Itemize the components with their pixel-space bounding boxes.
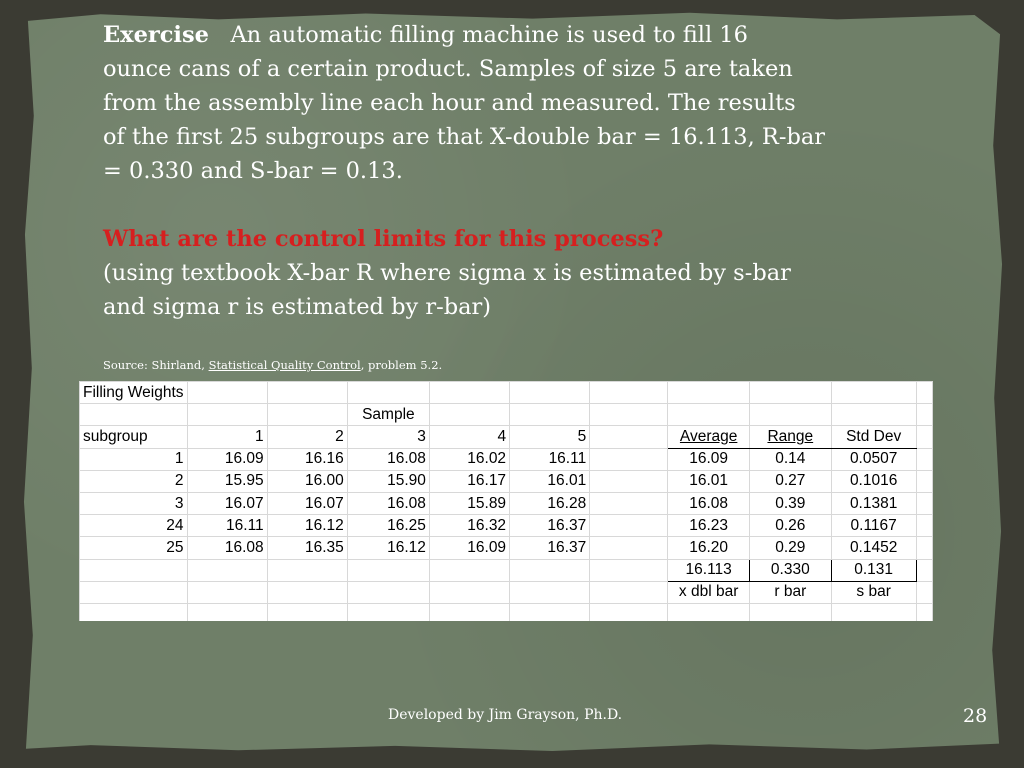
exercise-label: Exercise bbox=[103, 22, 209, 48]
sample-cell: 16.09 bbox=[429, 537, 509, 559]
sample-cell: 15.89 bbox=[429, 492, 509, 514]
sample-cell: 16.12 bbox=[347, 537, 429, 559]
sample-number: 3 bbox=[347, 426, 429, 448]
table-row bbox=[80, 515, 933, 537]
range-cell: 0.39 bbox=[750, 492, 832, 514]
exercise-line-5: = 0.330 and S-bar = 0.13. bbox=[103, 158, 403, 184]
sample-cell: 16.37 bbox=[510, 537, 590, 559]
source-book-title: Statistical Quality Control bbox=[208, 358, 361, 372]
sample-cell: 16.01 bbox=[510, 470, 590, 492]
question-title: What are the control limits for this process? bbox=[103, 226, 664, 252]
sample-cell: 16.32 bbox=[429, 515, 509, 537]
filling-weights-table bbox=[79, 381, 933, 621]
sample-cell: 16.25 bbox=[347, 515, 429, 537]
std-dev-cell: 0.1167 bbox=[831, 515, 916, 537]
average-header: Average bbox=[679, 427, 738, 445]
totals-label-row bbox=[80, 581, 933, 603]
average-cell: 16.09 bbox=[668, 448, 750, 470]
sample-label: Sample bbox=[347, 404, 429, 426]
sample-label-row bbox=[80, 404, 933, 426]
source-suffix: , problem 5.2. bbox=[360, 358, 443, 372]
subgroup-cell: 1 bbox=[80, 448, 188, 470]
table-row bbox=[80, 537, 933, 559]
sample-number: 5 bbox=[510, 426, 590, 448]
x-double-bar-label: x dbl bar bbox=[668, 581, 750, 603]
x-double-bar-value: 16.113 bbox=[668, 559, 750, 581]
footer-credit: Developed by Jim Grayson, Ph.D. bbox=[388, 707, 623, 723]
sample-number: 1 bbox=[187, 426, 267, 448]
page-number: 28 bbox=[963, 705, 988, 727]
std-dev-header: Std Dev bbox=[846, 427, 902, 445]
range-cell: 0.14 bbox=[750, 448, 832, 470]
sample-cell: 15.90 bbox=[347, 470, 429, 492]
subgroup-cell: 2 bbox=[80, 470, 188, 492]
subgroup-cell: 3 bbox=[80, 492, 188, 514]
sample-cell: 16.02 bbox=[429, 448, 509, 470]
table-title-row bbox=[80, 382, 933, 404]
range-header: Range bbox=[767, 427, 814, 445]
subgroup-cell: 25 bbox=[80, 537, 188, 559]
range-cell: 0.29 bbox=[750, 537, 832, 559]
source-citation bbox=[103, 358, 442, 372]
table-row bbox=[80, 470, 933, 492]
exercise-line-4: of the first 25 subgroups are that X-double bar = 16.113, R-bar bbox=[103, 124, 826, 150]
average-cell: 16.23 bbox=[668, 515, 750, 537]
std-dev-cell: 0.0507 bbox=[831, 448, 916, 470]
exercise-line-3: from the assembly line each hour and measured. The results bbox=[103, 90, 796, 116]
average-cell: 16.01 bbox=[668, 470, 750, 492]
sample-cell: 16.37 bbox=[510, 515, 590, 537]
question-line-2: and sigma r is estimated by r-bar) bbox=[103, 294, 492, 320]
sample-cell: 16.17 bbox=[429, 470, 509, 492]
source-prefix: Source: Shirland, bbox=[103, 358, 209, 372]
subgroup-cell: 24 bbox=[80, 515, 188, 537]
sample-cell: 16.11 bbox=[187, 515, 267, 537]
std-dev-cell: 0.1452 bbox=[831, 537, 916, 559]
totals-row bbox=[80, 559, 933, 581]
std-dev-cell: 0.1016 bbox=[831, 470, 916, 492]
sample-cell: 16.08 bbox=[347, 492, 429, 514]
exercise-text bbox=[103, 18, 863, 324]
question-line-1: (using textbook X-bar R where sigma x is estimated by s-bar bbox=[103, 260, 791, 286]
sample-cell: 16.11 bbox=[510, 448, 590, 470]
table-header-row bbox=[80, 426, 933, 448]
sample-cell: 16.08 bbox=[347, 448, 429, 470]
sample-number: 2 bbox=[267, 426, 347, 448]
sample-cell: 16.09 bbox=[187, 448, 267, 470]
sample-cell: 16.16 bbox=[267, 448, 347, 470]
r-bar-label: r bar bbox=[750, 581, 832, 603]
sample-cell: 16.07 bbox=[187, 492, 267, 514]
average-cell: 16.20 bbox=[668, 537, 750, 559]
sample-cell: 16.00 bbox=[267, 470, 347, 492]
range-cell: 0.27 bbox=[750, 470, 832, 492]
sample-number: 4 bbox=[429, 426, 509, 448]
exercise-line-2: ounce cans of a certain product. Samples of size 5 are taken bbox=[103, 56, 793, 82]
sample-cell: 16.12 bbox=[267, 515, 347, 537]
empty-row bbox=[80, 603, 933, 621]
s-bar-value: 0.131 bbox=[831, 559, 916, 581]
exercise-line-1: An automatic filling machine is used to fill 16 bbox=[230, 22, 748, 48]
table-title: Filling Weights bbox=[80, 382, 188, 404]
table-row bbox=[80, 492, 933, 514]
sample-cell: 15.95 bbox=[187, 470, 267, 492]
subgroup-header: subgroup bbox=[80, 426, 188, 448]
sample-cell: 16.08 bbox=[187, 537, 267, 559]
sample-cell: 16.28 bbox=[510, 492, 590, 514]
range-cell: 0.26 bbox=[750, 515, 832, 537]
table-row bbox=[80, 448, 933, 470]
sample-cell: 16.35 bbox=[267, 537, 347, 559]
s-bar-label: s bar bbox=[831, 581, 916, 603]
sample-cell: 16.07 bbox=[267, 492, 347, 514]
r-bar-value: 0.330 bbox=[750, 559, 832, 581]
std-dev-cell: 0.1381 bbox=[831, 492, 916, 514]
average-cell: 16.08 bbox=[668, 492, 750, 514]
